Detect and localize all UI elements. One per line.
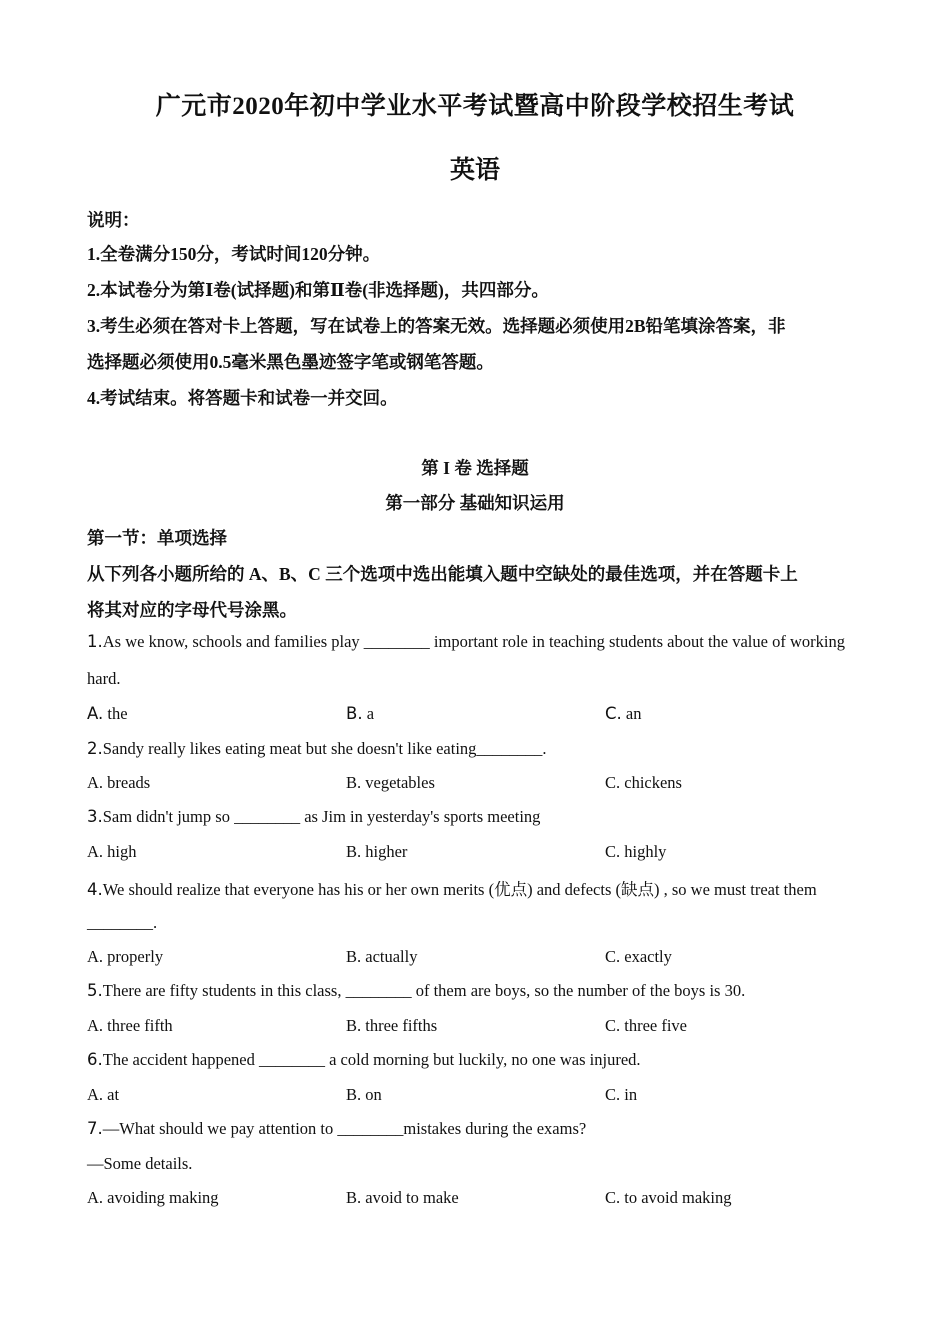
question-number: 7. — [87, 1119, 103, 1138]
option-a: A. high — [87, 842, 137, 861]
question-number: 6. — [87, 1050, 103, 1069]
question-text-continued: ________. — [87, 913, 158, 932]
question-7 — [87, 1119, 867, 1139]
question-2 — [87, 739, 867, 759]
question-text-continued: hard. — [87, 669, 121, 688]
exam-title: 广元市2020年初中学业水平考试暨高中阶段学校招生考试 — [155, 93, 795, 120]
option-c: C. highly — [605, 842, 667, 861]
option-b: B. three fifths — [346, 1016, 438, 1035]
option-b: B. vegetables — [346, 773, 435, 792]
question-number: 1. — [87, 632, 103, 651]
instruction-item: 4.考试结束。将答题卡和试卷一并交回。 — [87, 388, 398, 408]
question-4 — [87, 876, 867, 900]
question-1 — [87, 632, 867, 652]
option-c: C. chickens — [605, 773, 682, 792]
option-a: A. three fifth — [87, 1016, 173, 1035]
instruction-item: 2.本试卷分为第Ⅰ卷(试择题)和第Ⅱ卷(非选择题)，共四部分。 — [87, 280, 549, 300]
option-b: B. a — [346, 704, 375, 723]
question-5 — [87, 981, 867, 1001]
option-a: A. the — [87, 704, 128, 723]
question-text: —What should we pay attention to ________mistakes during the exams? — [102, 1119, 587, 1138]
option-c: C. an — [605, 704, 642, 723]
question-number: 4. — [87, 880, 103, 899]
option-a: A. avoiding making — [87, 1188, 219, 1207]
instruction-item: 1.全卷满分150分，考试时间120分钟。 — [87, 244, 381, 264]
question-number: 3. — [87, 807, 103, 826]
subject-title: 英语 — [449, 157, 500, 184]
option-c: C. exactly — [605, 947, 672, 966]
option-b: B. avoid to make — [346, 1188, 459, 1207]
option-a: A. breads — [87, 773, 151, 792]
question-text-continued: —Some details. — [87, 1154, 193, 1173]
question-text: We should realize that everyone has his or her own merits (优点) and defects (缺点) , so we must treat them — [102, 880, 817, 899]
question-text: There are fifty students in this class, ________ of them are boys, so the number of the boys is 30. — [102, 981, 746, 1000]
option-c: C. to avoid making — [605, 1188, 732, 1207]
question-text: The accident happened ________ a cold morning but luckily, no one was injured. — [102, 1050, 641, 1069]
option-b: B. higher — [346, 842, 408, 861]
question-text: As we know, schools and families play ________ important role in teaching students about the value of working — [102, 632, 845, 651]
question-number: 2. — [87, 739, 103, 758]
question-text: Sam didn't jump so ________ as Jim in yesterday's sports meeting — [102, 807, 541, 826]
option-a: A. properly — [87, 947, 164, 966]
option-c: C. in — [605, 1085, 638, 1104]
instruction-item: 3.考生必须在答对卡上答题，写在试卷上的答案无效。选择题必须使用2B铅笔填涂答案，非 — [87, 316, 786, 336]
volume-heading: 第 I 卷 选择题 — [421, 458, 529, 478]
option-a: A. at — [87, 1085, 120, 1104]
option-b: B. on — [346, 1085, 382, 1104]
question-6 — [87, 1050, 867, 1070]
option-c: C. three five — [605, 1016, 688, 1035]
directions-line: 将其对应的字母代号涂黑。 — [87, 600, 297, 620]
part-heading: 第一部分 基础知识运用 — [385, 493, 565, 513]
question-number: 5. — [87, 981, 103, 1000]
question-3 — [87, 807, 867, 827]
option-b: B. actually — [346, 947, 418, 966]
directions-line: 从下列各小题所给的 A、B、C 三个选项中选出能填入题中空缺处的最佳选项，并在答题卡上 — [87, 564, 798, 584]
question-text: Sandy really likes eating meat but she doesn't like eating________. — [102, 739, 547, 758]
instructions-heading: 说明： — [87, 210, 140, 230]
instruction-item: 选择题必须使用0.5毫米黑色墨迹签字笔或钢笔答题。 — [87, 352, 494, 372]
subsection-heading: 第一节：单项选择 — [87, 528, 227, 548]
